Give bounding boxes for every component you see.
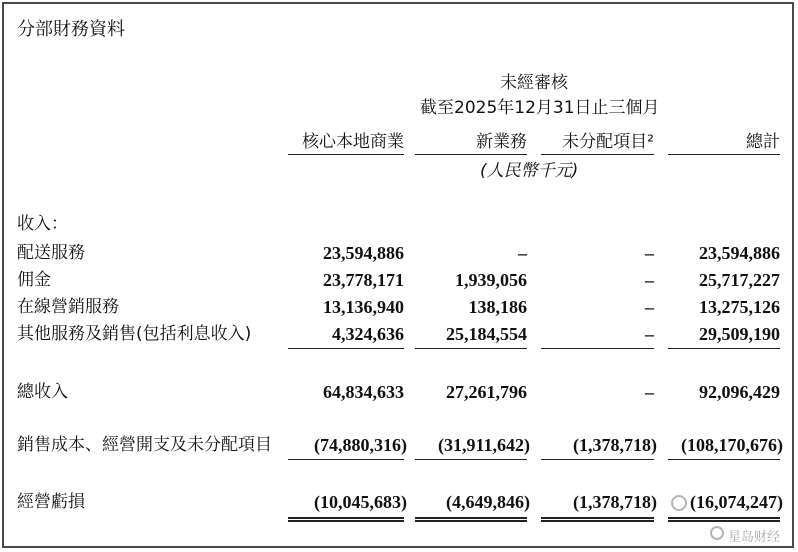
subtotal-rule (668, 348, 780, 349)
subtotal-rule (541, 348, 654, 349)
row-label: 其他服務及銷售(包括利息收入) (17, 324, 252, 344)
row-label: 在線營銷服務 (17, 297, 119, 317)
table-cell: (1,378,718) (573, 435, 657, 455)
table-cell: 13,136,940 (323, 297, 404, 317)
subtotal-rule (288, 348, 404, 349)
table-cell: 92,096,429 (699, 382, 780, 402)
table-cell: 23,778,171 (323, 270, 404, 290)
subtotal-rule (415, 348, 527, 349)
table-cell: (31,911,642) (438, 435, 530, 455)
row-label: 配送服務 (17, 243, 85, 263)
table-cell: (74,880,316) (314, 435, 407, 455)
table-cell: 27,261,796 (446, 382, 527, 402)
total-double-rule (415, 517, 527, 522)
table-cell: 4,324,636 (332, 324, 404, 344)
table-cell: 13,275,126 (699, 297, 780, 317)
row-label: 佣金 (17, 270, 51, 290)
table-cell: – (645, 297, 654, 317)
column-underline (288, 154, 404, 155)
subtotal-rule (415, 459, 527, 460)
table-cell: 25,717,227 (699, 270, 780, 290)
table-cell: 29,509,190 (699, 324, 780, 344)
table-cell: – (645, 270, 654, 290)
table-cell: (108,170,676) (681, 435, 783, 455)
table-cell: 1,939,056 (455, 270, 527, 290)
row-label-operating-loss: 經營虧損 (17, 492, 85, 512)
header-unaudited: 未經審核 (500, 73, 568, 93)
table-cell: – (645, 382, 654, 402)
section-label-revenue: 收入： (17, 214, 68, 234)
column-underline (668, 154, 780, 155)
table-cell: – (645, 324, 654, 344)
column-underline (541, 154, 654, 155)
table-cell: 25,184,554 (446, 324, 527, 344)
row-label-costs: 銷售成本、經營開支及未分配項目 (17, 435, 272, 455)
table-cell: 23,594,886 (699, 243, 780, 263)
total-double-rule (668, 517, 780, 522)
column-header-core-local: 核心本地商業 (302, 132, 404, 152)
unit-label: (人民幣千元) (480, 161, 579, 181)
subtotal-rule (541, 459, 654, 460)
row-label-total-revenue: 總收入 (17, 382, 68, 402)
table-cell: – (645, 243, 654, 263)
table-cell: (16,074,247) (690, 492, 783, 512)
table-cell: 64,834,633 (323, 382, 404, 402)
table-cell: (1,378,718) (573, 492, 657, 512)
page-title: 分部財務資料 (17, 19, 125, 40)
column-header-unallocated: 未分配項目² (562, 132, 654, 152)
table-cell: 138,186 (468, 297, 527, 317)
table-cell: (10,045,683) (314, 492, 407, 512)
watermark-logo-icon (710, 526, 724, 540)
table-cell: 23,594,886 (323, 243, 404, 263)
column-header-new-initiatives: 新業務 (476, 132, 527, 152)
subtotal-rule (288, 459, 404, 460)
column-header-total: 總計 (746, 132, 780, 152)
total-double-rule (288, 517, 404, 522)
subtotal-rule (668, 459, 780, 460)
table-cell: – (518, 243, 527, 263)
total-double-rule (541, 517, 654, 522)
column-underline (415, 154, 527, 155)
watermark-text: 星岛财经 (728, 530, 781, 545)
table-cell: (4,649,846) (446, 492, 530, 512)
watermark-logo-icon (671, 495, 687, 511)
header-period: 截至2025年12月31日止三個月 (420, 98, 660, 118)
